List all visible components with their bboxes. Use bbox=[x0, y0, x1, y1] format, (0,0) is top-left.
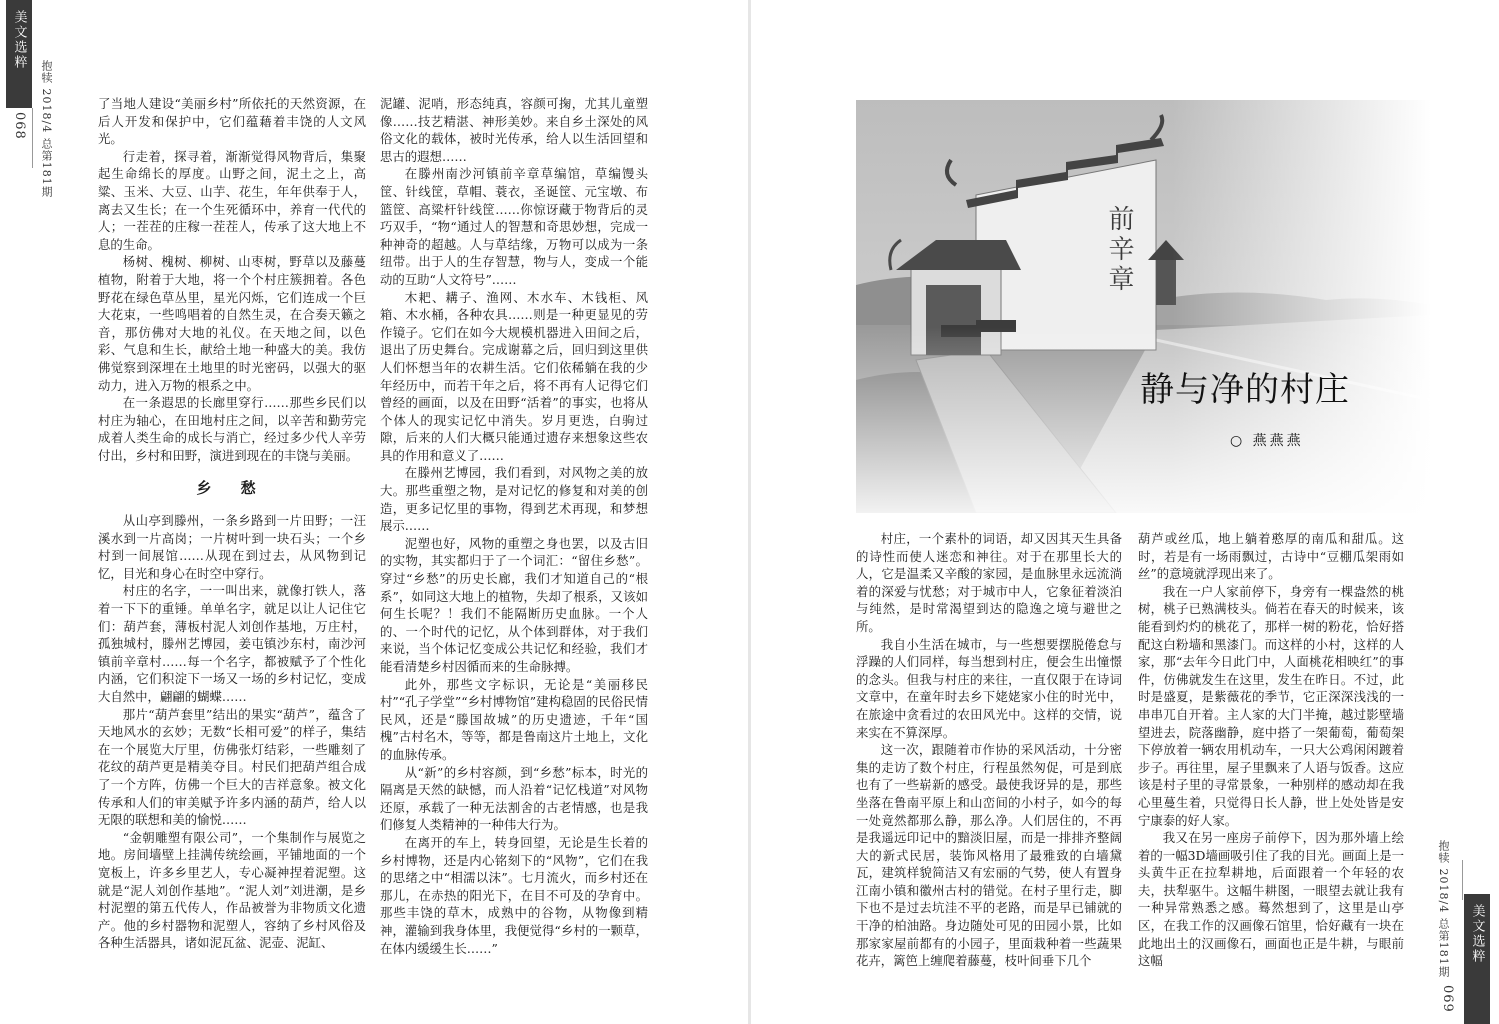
paragraph: 我在一户人家前停下，身旁有一棵盎然的桃树，桃子已熟满枝头。倘若在春天的时候来，该能看到灼灼的桃花了，那样一树的粉花，恰好搭配这白粉墙和黑漆门。而这样的小村，这样的人家，那“去年今日此门中，人面桃花相映红”的事件，仿佛就发生在这里，发生在昨日。不过，此时是盛夏，是紫薇花的季节，它正深深浅浅的一串串兀自开着。主人家的大门半掩，越过影壁墙望进去，院落幽静，庭中搭了一架葡萄，葡萄架下停放着一辆农用机动车，一只大公鸡闲闲踱着步子。再往里，屋子里飘来了人语与饭香。这应该是村子里的寻常景象，一种别样的感动却在我心里蔓生着，只觉得日长人静，世上处处皆是安宁康泰的好人家。 bbox=[1138, 583, 1404, 828]
paragraph: 在滕州艺博园，我们看到，对风物之美的放大。那些重塑之物，是对记忆的修复和对美的创造，更多记忆里的事物，得到艺术再现，和梦想展示…… bbox=[380, 465, 648, 534]
paragraph: 杨树、槐树、柳树、山枣树，野草以及藤蔓植物，附着于大地，将一个个村庄簇拥着。各色野花在绿色草丛里，星光闪烁，它们连成一个巨大花束，一些鸣唱着的自然生灵，在合奏天籁之音，那仿佛对大地的礼仪。在天地之间，以色彩、气息和生长，献给土地一种盛大的美。我仿佛觉察到深埋在土地里的时光密码，以强大的驱动力，进入万物的根系之中。 bbox=[98, 254, 366, 393]
paragraph: 从“新”的乡村容颜，到“乡愁”标本，时光的隔离是天然的缺憾，而人沿着“记忆栈道”对风物还原，承载了一种无法割舍的古老情感，也是我们修复人类精神的一种伟大行为。 bbox=[380, 764, 648, 833]
left-page-number: 068 bbox=[12, 112, 27, 140]
paragraph: 此外，那些文字标识，无论是“美丽移民村”“孔子学堂”“乡村博物馆”建构稳固的民俗民情民风，还是“滕国故城”的历史遗迹，千年“国槐”古村名木，等等，都是鲁南这片土地上，文化的血脉传承。 bbox=[380, 676, 648, 762]
paragraph: 村庄的名字，一一叫出来，就像打铁人，落着一下下的重锤。单单名字，就足以让人记住它们：葫芦套，薄板村泥人刘创作基地，万庄村，孤独城村，滕州艺博园，姜屯镇沙东村，南沙河镇前辛章村……每一个名字，都被赋予了个性化内涵，它们积淀下一场又一场的乡村记忆，变成大自然中，翩翩的蝴蝶…… bbox=[98, 583, 366, 704]
paragraph: 那片“葫芦套里”结出的果实“葫芦”，蕴含了天地风水的玄妙；无数“长相可爱”的样子，集结在一个展览大厅里，仿佛张灯结彩，一些雕刻了花纹的葫芦更是精美夺目。村民们把葫芦组合成了一个方阵，仿佛一个巨大的吉祥意象。被文化传承和人们的审美赋予许多内涵的葫芦，给人以无限的联想和美的愉悦…… bbox=[98, 706, 366, 828]
article-title: 静与净的村庄 bbox=[1140, 370, 1350, 410]
right-column-1 bbox=[856, 530, 1122, 970]
paragraph: 行走着，探寻着，渐渐觉得风物背后，集聚起生命绵长的厚度。山野之间，泥土之上，高粱、玉米、大豆、山芋、花生，年年供奉于人，离去又生长；在一个生死循环中，养育一代代的人；一茬茬的庄稼一茬茬人，传承了这大地上不息的生命。 bbox=[98, 148, 366, 252]
left-column-2 bbox=[380, 95, 648, 957]
right-corner-line bbox=[1462, 860, 1463, 900]
right-column-2 bbox=[1138, 530, 1404, 970]
paragraph: 泥罐、泥哨，形态纯真，容颜可掬，尤其儿童塑像……技艺精湛、神形美妙。来自乡土深处的风俗文化的载体，被时光传承，给人以生活回望和思古的遐想…… bbox=[380, 96, 648, 164]
left-column-1 bbox=[98, 95, 366, 952]
left-section-tab: 美文选粹 bbox=[6, 0, 32, 108]
paragraph: 我又在另一座房子前停下，因为那外墙上绘着的一幅3D墙画吸引住了我的目光。画面上是一头黄牛正在拉犁耕地，后面跟着一个年轻的农夫，扶犁驱牛。这幅牛耕图，一眼望去就让我有一种异常熟悉之感。蓦然想到了，这里是山亭区，在我工作的汉画像石馆里，恰好藏有一块在此地出土的汉画像石，画面也正是牛耕，与眼前这幅 bbox=[1138, 830, 1404, 969]
paragraph: “金朝雕塑有限公司”，一个集制作与展览之地。房间墙壁上挂满传统绘画，平铺地面的一个宽板上，许多乡里艺人，专心凝神捏着泥塑。这就是“泥人刘创作基地”。“泥人刘”刘进潮，是乡村泥塑的第五代传人，作品被誉为非物质文化遗产。他的乡村器物和泥塑人，容纳了乡村风俗及各种生活器具，诸如泥瓦盆、泥壶、泥缸、 bbox=[98, 829, 366, 951]
section-heading: 乡 愁 bbox=[196, 479, 268, 498]
paragraph: 从山亭到滕州，一条乡路到一片田野；一汪溪水到一片高岗；一片树叶到一块石头；一个乡村到一间展馆……从现在到过去，从风物到记忆，目光和身心在时空中穿行。 bbox=[98, 513, 366, 581]
right-issue-info: 抱犊 2018/4 总第181期 bbox=[1437, 840, 1450, 978]
paragraph: 在滕州南沙河镇前辛章草编馆，草编馒头筐、针线筐，草帽、蓑衣，圣诞筐、元宝墩、布篮筐、高粱杆针线筐……你惊讶藏于物背后的灵巧双手，“物“通过人的智慧和奇思妙想，完成一种神奇的超越。人与草结缘，万物可以成为一条纽带。出于人的生存智慧，物与人，变成一个能动的互助“人文符号”…… bbox=[380, 166, 648, 287]
article-author: ○ 燕燕燕 bbox=[1230, 433, 1304, 449]
paragraph: 这一次，跟随着市作协的采风活动，十分密集的走访了数个村庄，行程虽然匆促，可是到底也有了一些崭新的感受。最使我讶异的是，那些坐落在鲁南平原上和山峦间的小村子，如今的每一处竟然都那么静，那么净。人们居住的，不再是我遥远印记中的黯淡旧屋，而是一排排齐整阔大的新式民居，装饰风格用了最雅致的白墙黛瓦，建筑样貌简洁又有宏丽的气势，使人有置身江南小镇和徽州古村的错觉。在村子里行走，脚下也不是过去坑洼不平的老路，而是早已铺就的干净的柏油路。身边随处可见的田园小景，比如那家家屋前都有的小园子，里面栽种着一些蔬果花卉，篱笆上缠爬着藤蔓，枝叶间垂下几个 bbox=[856, 742, 1122, 969]
paragraph: 木耙、耩子、渔网、木水车、木钱柜、风箱、木水桶，各种农具……则是一种更显见的劳作镜子。它们在如今大规模机器进入田间之后，退出了历史舞台。完成谢幕之后，回归到这里供人们怀想当年的农耕生活。它们依稀躺在我的少年经历中，而若干年之后，将不再有人记得它们曾经的画面，以及在田野“活着”的事实，也将从个体人的现实记忆中消失。岁月更迭，白驹过隙，后来的人们大概只能通过遗存来想象这些农具的作用和意义了…… bbox=[380, 289, 648, 463]
paragraph: 泥塑也好，风物的重塑之身也罢，以及古旧的实物，其实都归于了一个词汇：“留住乡愁”。穿过“乡愁”的历史长廊，我们才知道自己的“根系”，如同这大地上的植物，失却了根系，又该如何生长呢？！我们不能隔断历史血脉。一个人的、一个时代的记忆，从个体到群体，对于我们来说，当个体记忆变成公共记忆和经验，我们才能看清楚乡村因循而来的生命脉搏。 bbox=[380, 535, 648, 674]
paragraph: 村庄，一个素朴的词语，却又因其天生具备的诗性而使人迷恋和神往。对于在那里长大的人，它是温柔又辛酸的家园，是血脉里永远流淌着的深爱与忧愁；对于城市中人，它象征着淡泊与纯然，是时常渴望到达的隐逸之境与避世之所。 bbox=[856, 531, 1122, 634]
paragraph: 在离开的车上，转身回望，无论是生长着的乡村博物，还是内心铭刻下的“风物”，它们在我的思绪之中“相濡以沫”。七月流火，而乡村还在那儿，在赤热的阳光下，在目不可及的孕育中。那些丰饶的草木，成熟中的谷物，从物像到精神，灌输到我身体里，我便觉得“乡村的一颗草，在体内缓缓生长……” bbox=[380, 834, 648, 956]
right-page-number: 069 bbox=[1440, 985, 1455, 1013]
paragraph: 葫芦或丝瓜，地上躺着憨厚的南瓜和甜瓜。这时，若是有一场雨飘过，古诗中“豆棚瓜架雨如丝”的意境就浮现出来了。 bbox=[1138, 531, 1404, 582]
left-corner-line bbox=[32, 108, 33, 168]
right-section-tab: 美文选粹 bbox=[1464, 894, 1490, 1024]
paragraph: 了当地人建设“美丽乡村”所依托的天然资源，在后人开发和保护中，它们蕴藉着丰饶的人文风光。 bbox=[98, 96, 366, 147]
left-issue-info: 抱犊 2018/4 总第181期 bbox=[40, 60, 53, 198]
paragraph: 我自小生活在城市，与一些想要摆脱倦怠与浮躁的人们同样，每当想到村庄，便会生出憧憬的念头。但我与村庄的来往，一直仅限于在诗词文章中，在童年时去乡下姥姥家小住的时光中，在旅途中贪看过的农田风光中。这样的交情，说来实在不算深厚。 bbox=[856, 636, 1122, 740]
village-gate-photo bbox=[856, 100, 1431, 513]
paragraph: 在一条遐思的长廊里穿行……那些乡民们以村庄为轴心，在田地村庄之间，以辛苦和勤劳完成着人类生命的成长与消亡，经过多少代人辛劳付出，乡村和田野，演进到现在的丰饶与美丽。 bbox=[98, 395, 366, 463]
photo-sign-text: 前辛章 bbox=[1104, 205, 1134, 295]
